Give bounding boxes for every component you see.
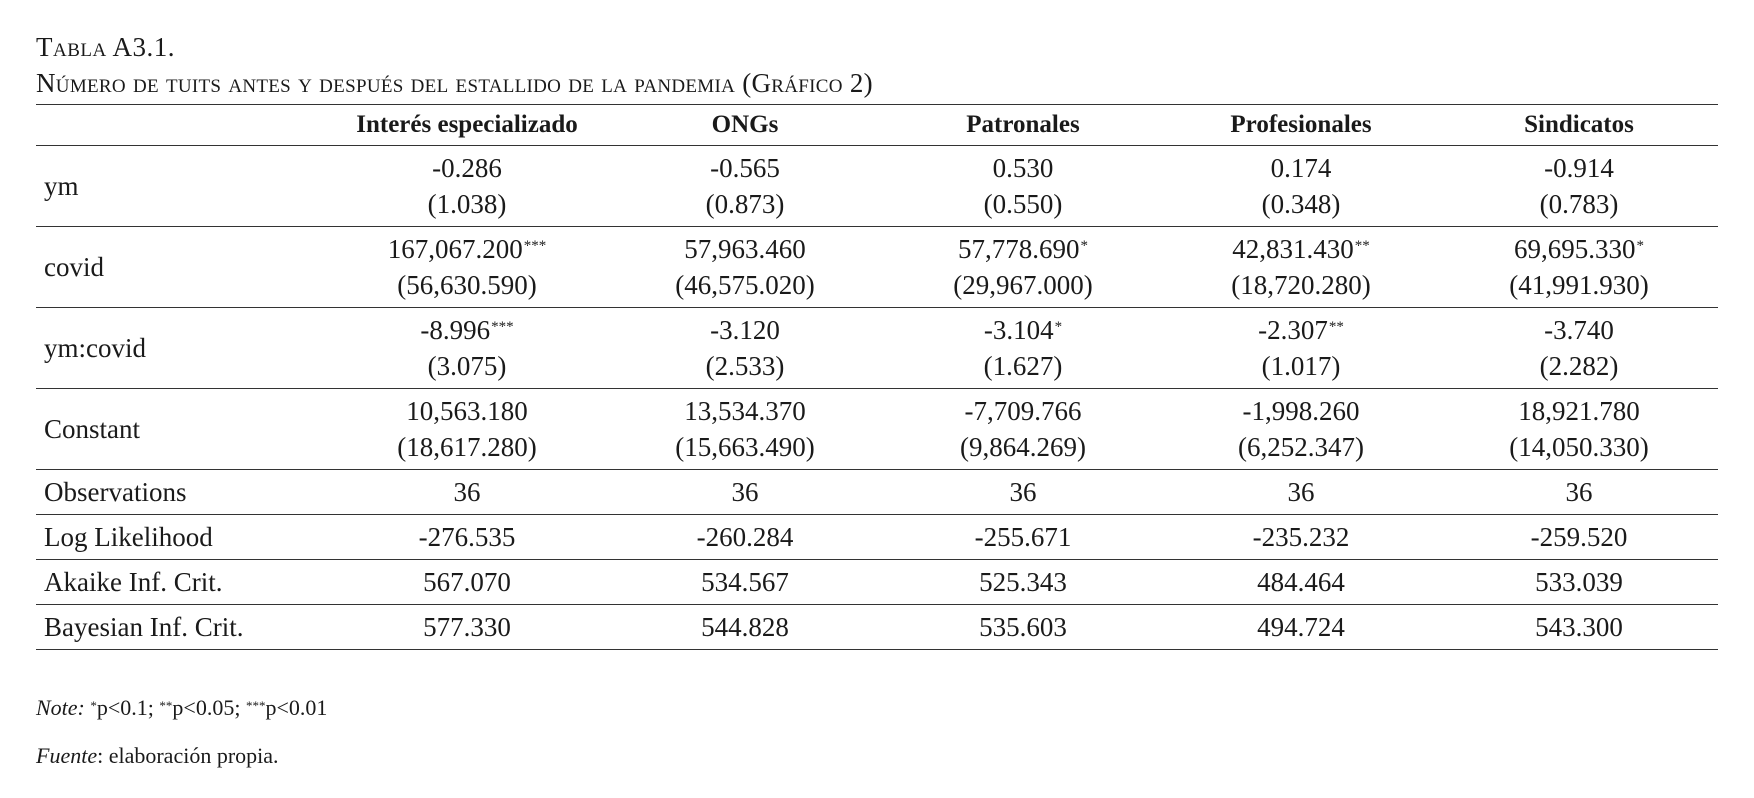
table-notes: [36, 690, 327, 726]
standard-error: (41,991.930): [1509, 270, 1649, 300]
standard-error: (18,617.280): [397, 432, 537, 462]
statistic-cell: 577.330: [423, 611, 511, 642]
significance-stars: **: [1328, 319, 1344, 335]
estimate-line: [1162, 312, 1440, 348]
coefficient-cell: [884, 146, 1162, 227]
significance-note: [36, 690, 327, 726]
standard-error: (29,967.000): [953, 270, 1093, 300]
statistic-cell: 36: [453, 476, 481, 507]
note-threshold: p<0.05;: [172, 695, 246, 720]
significance-stars: *: [1636, 238, 1644, 254]
header-cell: Interés especializado: [356, 111, 578, 138]
row-label: Observations: [44, 476, 187, 507]
estimate-value: -3.104: [983, 315, 1054, 345]
statistic-cell: -259.520: [1530, 521, 1628, 552]
estimate-line: [1162, 393, 1440, 429]
statistic-cell: 567.070: [423, 566, 511, 597]
row-label: covid: [44, 251, 104, 282]
row-label: ym:covid: [44, 332, 146, 363]
note-stars: *: [90, 698, 97, 713]
estimate-value: -3.740: [1544, 315, 1614, 345]
standard-error: (18,720.280): [1231, 270, 1371, 300]
significance-stars: *: [1080, 238, 1088, 254]
estimate-line: [884, 312, 1162, 348]
statistic-cell: 484.464: [1257, 566, 1345, 597]
statistic-cell: -235.232: [1252, 521, 1350, 552]
significance-stars: *: [1054, 319, 1063, 335]
estimate-value: 167,067.200: [387, 234, 523, 264]
coefficient-row: [36, 146, 1718, 227]
coefficient-cell: [1162, 227, 1440, 308]
statistic-cell: 534.567: [701, 566, 789, 597]
source-text: : elaboración propia.: [97, 743, 279, 768]
statistic-cell: 494.724: [1257, 611, 1345, 642]
table-title: Número de tuits antes y después del estallido de la pandemia (Gráfico 2): [36, 68, 873, 98]
statistic-cell: -276.535: [418, 521, 516, 552]
estimate-line: [606, 150, 884, 186]
estimate-line: [1162, 231, 1440, 267]
coefficient-cell: [606, 389, 884, 470]
statistic-cell: 36: [731, 476, 759, 507]
coefficient-cell: [1162, 389, 1440, 470]
table-document: [36, 30, 1718, 650]
statistic-cell: 533.039: [1535, 566, 1623, 597]
header-cell: Profesionales: [1230, 111, 1372, 138]
standard-error: (0.783): [1539, 189, 1619, 219]
estimate-value: 13,534.370: [684, 396, 806, 426]
coefficient-row: [36, 308, 1718, 389]
statistic-cell: -255.671: [974, 521, 1072, 552]
row-label: Constant: [44, 413, 141, 444]
note-threshold: p<0.01: [265, 695, 328, 720]
regression-table: [36, 104, 1718, 650]
coefficient-cell: [884, 389, 1162, 470]
estimate-line: [884, 150, 1162, 186]
statistic-cell: 525.343: [979, 566, 1067, 597]
coefficient-cell: [884, 227, 1162, 308]
header-cell: ONGs: [711, 111, 779, 138]
standard-error: (56,630.590): [397, 270, 537, 300]
estimate-value: -8.996: [420, 315, 491, 345]
coefficient-row: [36, 389, 1718, 470]
estimate-value: 42,831.430: [1232, 234, 1354, 264]
header-cell-empty: [36, 105, 328, 146]
statistic-cell: 36: [1009, 476, 1037, 507]
coefficient-cell: [1440, 389, 1718, 470]
header-row: [36, 105, 1718, 146]
estimate-value: 10,563.180: [406, 396, 528, 426]
statistic-cell: 544.828: [701, 611, 789, 642]
statistic-cell: 543.300: [1535, 611, 1623, 642]
standard-error: (1.038): [427, 189, 507, 219]
estimate-value: 69,695.330: [1514, 234, 1636, 264]
estimate-line: [1440, 312, 1718, 348]
standard-error: (2.533): [705, 351, 785, 381]
estimate-line: [1440, 150, 1718, 186]
estimate-line: [1440, 231, 1718, 267]
estimate-line: [1440, 393, 1718, 429]
estimate-line: [606, 231, 884, 267]
standard-error: (1.627): [983, 351, 1063, 381]
standard-error: (1.017): [1261, 351, 1341, 381]
estimate-line: [328, 312, 606, 348]
estimate-line: [328, 231, 606, 267]
row-label: Bayesian Inf. Crit.: [44, 611, 244, 642]
estimate-value: 18,921.780: [1518, 396, 1640, 426]
estimate-value: 0.174: [1270, 153, 1332, 183]
statistic-cell: -260.284: [696, 521, 794, 552]
coefficient-cell: [1440, 308, 1718, 389]
coefficient-cell: [328, 227, 606, 308]
statistic-cell: 535.603: [979, 611, 1067, 642]
source-note: [36, 738, 279, 774]
statistic-cell: 36: [1565, 476, 1593, 507]
statistic-row: [36, 470, 1718, 515]
coefficient-cell: [606, 146, 884, 227]
standard-error: (6,252.347): [1238, 432, 1364, 462]
row-label: ym: [44, 170, 79, 201]
statistic-row: [36, 605, 1718, 650]
standard-error: (0.348): [1261, 189, 1341, 219]
standard-error: (9,864.269): [960, 432, 1086, 462]
coefficient-cell: [328, 389, 606, 470]
statistic-row: [36, 515, 1718, 560]
coefficient-cell: [1162, 308, 1440, 389]
estimate-line: [1162, 150, 1440, 186]
coefficient-cell: [884, 308, 1162, 389]
estimate-value: -3.120: [710, 315, 780, 345]
estimate-line: [328, 393, 606, 429]
note-stars: **: [159, 698, 173, 713]
statistic-row: [36, 560, 1718, 605]
standard-error: (14,050.330): [1509, 432, 1649, 462]
header-cell: Sindicatos: [1524, 111, 1634, 138]
coefficient-cell: [606, 308, 884, 389]
significance-stars: ***: [523, 238, 547, 254]
estimate-value: -2.307: [1258, 315, 1328, 345]
coefficient-cell: [1440, 227, 1718, 308]
estimate-value: -0.565: [710, 153, 780, 183]
header-cell: Patronales: [966, 111, 1080, 138]
estimate-value: -0.286: [432, 153, 502, 183]
coefficient-cell: [606, 227, 884, 308]
estimate-value: 57,963.460: [684, 234, 806, 264]
standard-error: (3.075): [427, 351, 507, 381]
standard-error: (0.873): [705, 189, 785, 219]
estimate-value: -0.914: [1544, 153, 1614, 183]
estimate-value: 57,778.690: [958, 234, 1080, 264]
coefficient-row: [36, 227, 1718, 308]
coefficient-cell: [1440, 146, 1718, 227]
standard-error: (0.550): [983, 189, 1063, 219]
note-label: Note:: [36, 695, 85, 720]
significance-stars: ***: [491, 319, 514, 335]
source-label: Fuente: [36, 743, 98, 768]
row-label: Log Likelihood: [44, 521, 213, 552]
estimate-line: [884, 393, 1162, 429]
row-label: Akaike Inf. Crit.: [44, 566, 223, 597]
statistic-cell: 36: [1287, 476, 1315, 507]
estimate-value: -7,709.766: [964, 396, 1082, 426]
estimate-value: -1,998.260: [1242, 396, 1360, 426]
coefficient-cell: [328, 146, 606, 227]
estimate-line: [606, 393, 884, 429]
estimate-value: 0.530: [992, 153, 1054, 183]
note-threshold: p<0.1;: [96, 695, 160, 720]
standard-error: (15,663.490): [675, 432, 815, 462]
significance-stars: **: [1354, 238, 1370, 254]
table-label: Tabla A3.1.: [36, 32, 175, 62]
note-stars: ***: [245, 698, 266, 713]
standard-error: (2.282): [1539, 351, 1619, 381]
coefficient-cell: [1162, 146, 1440, 227]
standard-error: (46,575.020): [675, 270, 815, 300]
estimate-line: [606, 312, 884, 348]
coefficient-cell: [328, 308, 606, 389]
estimate-line: [884, 231, 1162, 267]
estimate-line: [328, 150, 606, 186]
